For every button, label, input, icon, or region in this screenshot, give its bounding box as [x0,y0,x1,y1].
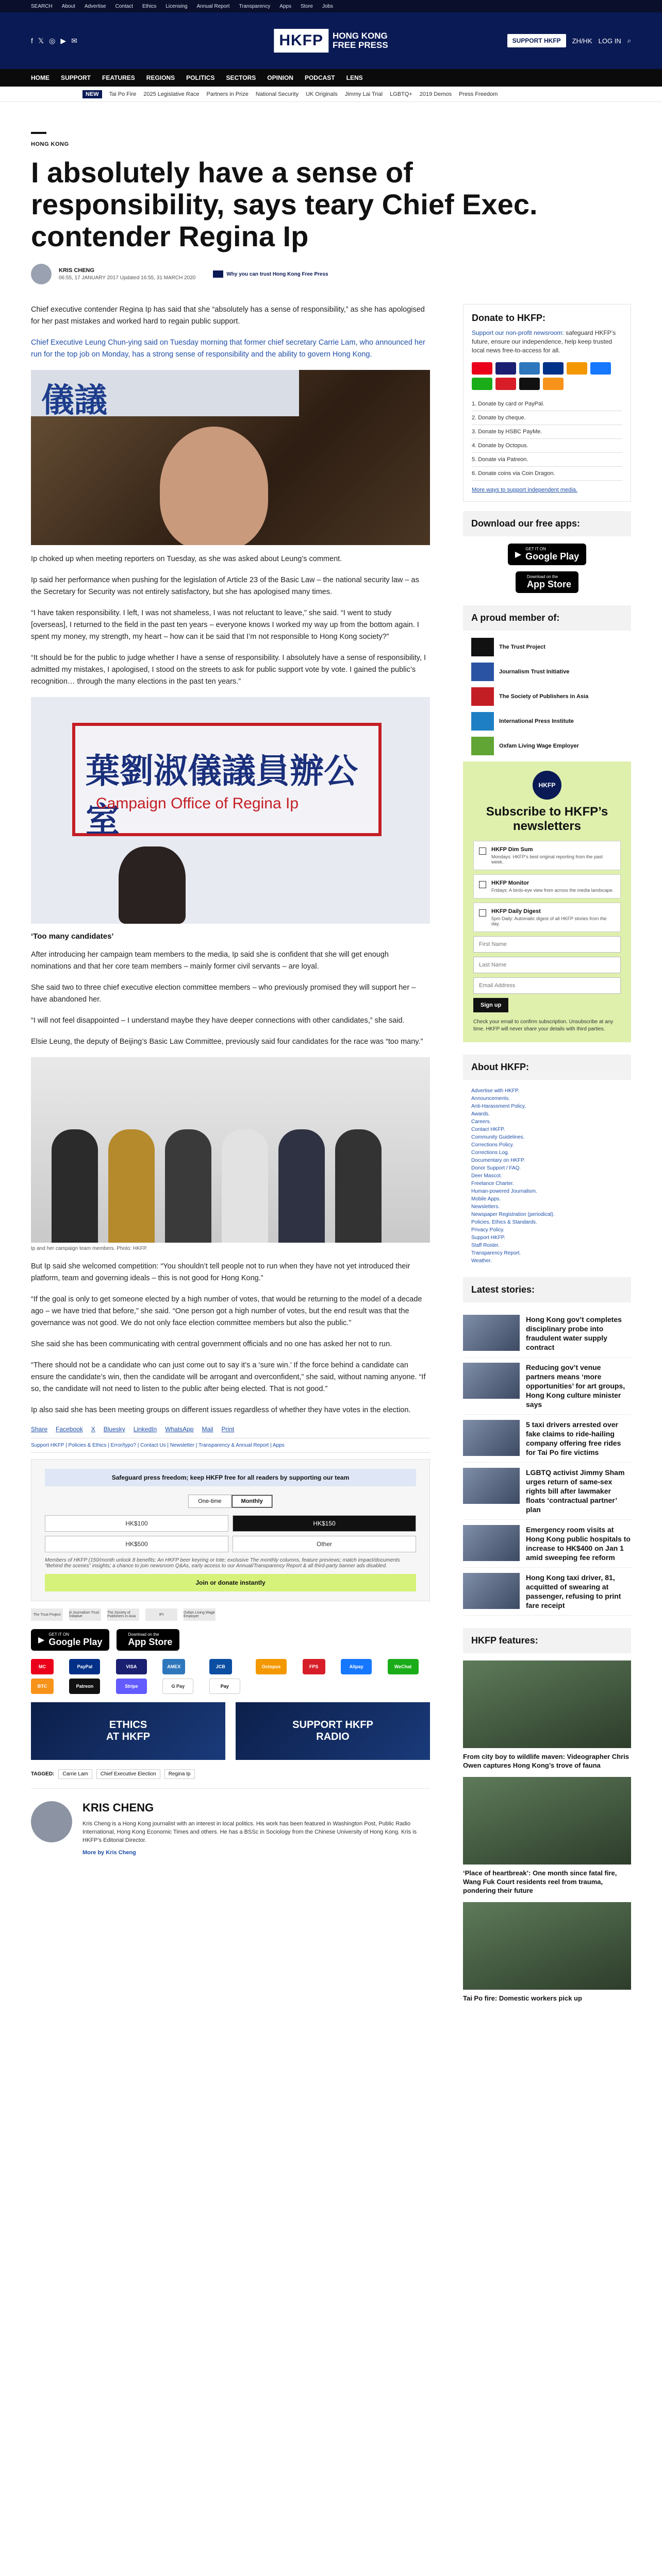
feature-title[interactable]: ‘Place of heartbreak’: One month since fatal fire, Wang Fuk Court residents reel from trauma, pondering their future [463,1869,617,1894]
trust-link[interactable] [213,270,328,278]
google-pay-icon: G Pay [162,1679,193,1694]
sidebar-donate-link[interactable]: Support our non-profit newsroom: [472,329,564,336]
bitcoin-icon: BTC [31,1679,54,1694]
search-icon[interactable]: ⌕ [627,37,631,44]
paragraph: “I have taken responsibility. I left, I was not shameless, I was not reluctant to leave,” she said. “I went to study [overseas], I returned to the field in the past ten years – everyone knows I worked my way up from the bottom again. I spent my money, my strength, my heart – how can it be said that I’m not responsible to Hong Kong society?” [31,609,419,641]
share-links [31,1426,430,1433]
feature-image[interactable] [463,1902,631,1990]
patreon-icon [519,378,540,390]
campaign-sign [72,723,382,840]
language-switch[interactable]: ZH/HK [572,37,592,45]
promo-banners [31,1702,430,1760]
story-thumbnail[interactable] [463,1468,520,1504]
author-bio: Kris Cheng is a Hong Kong journalist with an interest in local politics. His work has been featured in Washington Post, Public Radio International, Hong Kong Economic Times and others. He has a BSSc in Sociology from the Chinese University of Hong Kong. Kris is HKFP’s Editorial Director. [82,1821,417,1843]
google-play-icon: ▶ [515,550,522,559]
sidebar-donate-title: Donate to HKFP: [472,313,545,323]
first-name-field[interactable]: First Name [473,936,621,953]
topbar-licensing[interactable]: Licensing [166,3,188,9]
logo-line-2: FREE PRESS [332,40,388,50]
trust-project-logo[interactable]: The Trust Project [31,1608,63,1621]
one-time-option[interactable]: One-time [188,1495,231,1508]
story-title[interactable]: Hong Kong gov’t completes disciplinary probe into fraudulent water supply contract [526,1315,622,1351]
newsletter-name: HKFP Daily Digest [491,908,541,914]
support-radio-banner[interactable]: SUPPORT HKFP RADIO [236,1702,430,1760]
jcb-icon: JCB [209,1659,232,1674]
article-title: I absolutely have a sense of responsibility, says teary Chief Exec. contender Regina Ip [31,156,538,252]
logo-line-1: HONG KONG [332,31,388,41]
sidebar-about-title: About HKFP: [463,1055,631,1080]
site-logo[interactable] [274,29,388,53]
author-name[interactable]: KRIS CHENG [59,267,95,274]
header-actions [507,34,631,47]
newsletter-checkbox[interactable] [479,848,486,855]
feature-image[interactable] [463,1777,631,1865]
about-link[interactable]: Advertise with HKFP. [471,1088,520,1094]
paypal-icon: PayPal [69,1659,100,1674]
tag-regina-ip[interactable]: Regina Ip [164,1769,195,1779]
oxfam-icon [471,737,494,755]
donate-options [472,397,622,481]
jti-icon [471,663,494,681]
member-oxfam[interactable] [471,737,623,755]
nav-home[interactable]: HOME [31,74,49,81]
wechat-pay-icon [472,378,492,390]
alipay-icon: Alipay [341,1659,372,1674]
mail-icon[interactable]: ✉ [71,36,77,45]
feature-story[interactable] [463,1660,631,1770]
share-linkedin[interactable]: LinkedIn [133,1426,157,1433]
newsletter-option[interactable] [473,874,621,899]
topbar-jobs[interactable]: Jobs [322,3,334,9]
bitcoin-icon [543,378,564,390]
donate-option[interactable]: 6. Donate coins via Coin Dragon. [472,467,622,481]
photo-subject [119,846,186,924]
about-link[interactable]: Awards. [471,1111,490,1117]
trending-2019[interactable]: 2019 Demos [419,91,452,97]
utility-bar [0,0,662,12]
about-link[interactable]: Corrections Log. [471,1150,509,1156]
share-mail[interactable]: Mail [202,1426,213,1433]
trending-press-freedom[interactable]: Press Freedom [459,91,498,97]
fps-icon [495,378,516,390]
stripe-icon: Stripe [116,1679,147,1694]
topbar-apps[interactable]: Apps [279,3,291,9]
about-link[interactable]: Deer Mascot. [471,1173,502,1179]
trending-bar [0,87,662,102]
paragraph: “I will not feel disappointed – I understand maybe they have deeper connections with other candidates,” she said. [31,1016,405,1025]
more-ways-link[interactable]: More ways to support independent media. [472,487,577,493]
author-box-avatar [31,1801,72,1842]
author-box-text [82,1801,430,1856]
paragraph: After introducing her campaign team members to the media, Ip said she is confident that she will get enough nominations and that her core team members – mainly former civil servants – are loyal. [31,951,389,971]
youtube-icon[interactable]: ▶ [60,36,67,45]
badge-small-text: Download on the [526,574,558,579]
about-link[interactable]: Privacy Policy. [471,1227,505,1233]
about-links [463,1087,631,1265]
amex-icon [519,362,540,375]
sidebar-donate [463,304,631,502]
paragraph: Ip also said she has been meeting groups on different issues regardless of whether they have votes in the election. [31,1406,411,1414]
latest-story[interactable] [463,1568,631,1616]
donate-option[interactable]: 2. Donate by cheque. [472,411,622,425]
donate-option[interactable]: 4. Donate by Octopus. [472,439,622,453]
paragraph: Ip said her performance when pushing for the legislation of Article 23 of the Basic Law – the national security law – as the Secretary for Security was not entirely satisfactory, but she has apologised many times. [31,576,419,596]
topbar-contact[interactable]: Contact [115,3,133,9]
amount-option-other[interactable]: Other [233,1536,416,1552]
story-thumbnail[interactable] [463,1420,520,1456]
feature-title[interactable]: From city boy to wildlife maven: Videographer Chris Owen captures Hong Kong’s trove of fauna [463,1753,629,1769]
story-thumbnail[interactable] [463,1315,520,1351]
member-ipi[interactable] [471,712,623,731]
about-link[interactable]: Newspaper Registration (periodical). [471,1212,555,1217]
about-link[interactable]: Staff Roster. [471,1243,500,1248]
about-link[interactable]: Contact HKFP. [471,1127,505,1132]
sidebar-app-badges [463,544,631,593]
newsletter-signup [463,761,631,1042]
main-nav [0,69,662,87]
about-link[interactable]: Newsletters. [471,1204,500,1210]
author-avatar [31,264,52,284]
share-print[interactable]: Print [221,1426,235,1433]
donate-widget-title: Safeguard press freedom; keep HKFP free for all readers by supporting our team [45,1469,416,1486]
newsletter-desc: Fridays: A birds-eye view from across the media landscape. [491,888,614,893]
badge-big-text: Google Play [525,551,580,562]
feature-title[interactable]: Tai Po fire: Domestic workers pick up [463,1994,582,2002]
donate-widget [31,1459,430,1601]
trust-project-icon [471,638,494,656]
member-trust-project[interactable] [471,638,623,656]
photo-person [52,1129,98,1243]
about-link[interactable]: Anti-Harassment Policy. [471,1104,526,1109]
apple-pay-icon: Pay [209,1679,240,1694]
social-links [31,37,77,45]
badge-big-text: Google Play [48,1637,103,1647]
about-link[interactable]: Donor Support / FAQ. [471,1165,521,1171]
photo-person [278,1129,325,1243]
article-footer-links[interactable]: Support HKFP | Policies & Ethics | Error/typo? | Contact Us | Newsletter | Transparency & Annual Report | Apps [31,1438,430,1453]
about-link[interactable]: Announcements. [471,1096,510,1101]
sign-chinese: 葉劉淑儀議員辦公室 [86,751,358,840]
paragraph: Elsie Leung, the deputy of Beijing’s Basic Law Committee, previously said four candidates for the race was “too many.” [31,1038,423,1046]
newsletter-name: HKFP Dim Sum [491,846,533,853]
newsletter-checkbox[interactable] [479,909,486,917]
support-hkfp-button[interactable]: SUPPORT HKFP [507,34,566,47]
share-label: Share [31,1426,48,1433]
share-x[interactable]: X [91,1426,95,1433]
facebook-icon[interactable]: f [31,36,33,45]
nav-opinion[interactable]: OPINION [267,74,293,81]
octopus-icon: Octopus [256,1659,287,1674]
newsletter-name: HKFP Monitor [491,880,529,886]
member-label: The Society of Publishers in Asia [499,693,589,700]
share-bluesky[interactable]: Bluesky [103,1426,125,1433]
feature-story[interactable] [463,1777,631,1895]
about-link[interactable]: Transparency Report. [471,1250,521,1256]
story-thumbnail[interactable] [463,1525,520,1561]
newsletter-option[interactable] [473,841,621,870]
about-link[interactable]: Corrections Policy. [471,1142,514,1148]
share-facebook[interactable]: Facebook [56,1426,83,1433]
nav-sectors[interactable]: SECTORS [226,74,256,81]
about-link[interactable]: Human-powered Journalism. [471,1189,537,1194]
paragraph: She said two to three chief executive election committee members – who previously promised they will support her – have abandoned her. [31,984,416,1004]
photo-person [165,1129,211,1243]
visa-icon [495,362,516,375]
google-play-badge[interactable] [31,1629,109,1651]
latest-story[interactable] [463,1358,631,1415]
photo-person [222,1129,268,1243]
octopus-icon [567,362,587,375]
trending-national-security[interactable]: National Security [255,91,299,97]
mastercard-icon [472,362,492,375]
trending-tai-po-fire[interactable]: Tai Po Fire [109,91,137,97]
photo-person [108,1129,155,1243]
nav-podcast[interactable]: PODCAST [304,74,335,81]
login-link[interactable]: LOG IN [598,37,621,45]
latest-stories [463,1310,631,1616]
donate-option[interactable]: 5. Donate via Patreon. [472,453,622,467]
amount-option[interactable]: HK$500 [45,1536,228,1552]
page-layout [0,304,662,2010]
payment-methods [31,1659,430,1694]
sidebar-latest-title: Latest stories: [463,1277,631,1302]
feature-story[interactable] [463,1902,631,2003]
subheading: ‘Too many candidates’ [31,932,114,941]
about-link[interactable]: Community Guidelines. [471,1134,525,1140]
latest-story[interactable] [463,1520,631,1568]
sidebar-features-title: HKFP features: [463,1628,631,1653]
amount-option[interactable]: HK$100 [45,1515,228,1532]
share-whatsapp[interactable]: WhatsApp [165,1426,194,1433]
alipay-icon [590,362,611,375]
trending-uk[interactable]: UK Originals [305,91,338,97]
photo-banner: 儀議 [31,370,299,416]
nav-lens[interactable]: LENS [346,74,363,81]
newsletter-checkbox[interactable] [479,881,486,888]
x-icon[interactable]: 𝕏 [38,36,44,45]
oxfam-logo[interactable]: Oxfam Living Wage Employer [184,1608,216,1621]
join-button[interactable]: Join or donate instantly [45,1574,416,1591]
byline-text [59,267,195,281]
newsletter-option[interactable] [473,903,621,932]
story-title[interactable]: LGBTQ activist Jimmy Sham urges return of same-sex rights bill after lawmaker floats ‘contractual partner’ plan [526,1468,625,1514]
sign-english: Campaign Office of Regina Ip [96,795,299,812]
paragraph: But Ip said she welcomed competition: “You shouldn’t tell people not to run when they have not yet introduced their platform, team and governing ideals – this is not good for Hong Kong.” [31,1262,410,1282]
author-box [31,1801,430,1856]
new-badge: NEW [82,90,102,98]
sopa-icon [471,687,494,706]
tag-ce-election[interactable]: Chief Executive Election [96,1769,160,1779]
story-title[interactable]: Emergency room visits at Hong Kong public hospitals to increase to HK$400 on Jan 1 amid sweeping fee reform [526,1526,631,1562]
paypal-icon [543,362,564,375]
nav-regions[interactable]: REGIONS [146,74,175,81]
nav-politics[interactable]: POLITICS [186,74,215,81]
about-link[interactable]: Freelance Charter. [471,1181,514,1187]
photo-subject [160,427,268,545]
logo-mark: HKFP [274,29,328,53]
amex-icon: AMEX [162,1659,185,1674]
topbar-ethics[interactable]: Ethics [142,3,157,9]
member-sopa[interactable] [471,687,623,706]
sidebar [463,304,631,2010]
ipi-icon [471,712,494,731]
trending-jimmy-lai[interactable]: Jimmy Lai Trial [344,91,383,97]
sidebar-payment-icons [472,362,622,390]
newsletter-desc: 5pm Daily: Automatic digest of all HKFP stories from the day. [491,916,607,926]
story-thumbnail[interactable] [463,1363,520,1399]
topbar-about[interactable]: About [61,3,75,9]
latest-story[interactable] [463,1463,631,1520]
byline [31,264,631,284]
story-title[interactable]: 5 taxi drivers arrested over fake claims to ride-hailing company offering free rides for Tai Po fire victims [526,1420,621,1456]
paragraph-link[interactable]: Chief Executive Leung Chun-ying said on Tuesday morning that former chief secretary Carrie Lam, who announced her run for the top job on Monday, has a strong sense of responsibility and the ability to govern Hong Kong. [31,338,425,359]
topbar-annual-report[interactable]: Annual Report [196,3,230,9]
sopa-logo[interactable]: The Society of Publishers in Asia [107,1608,139,1621]
story-title[interactable]: Hong Kong taxi driver, 81, acquitted of swearing at passenger, refusing to print fare receipt [526,1573,621,1609]
email-field[interactable]: Email Address [473,977,621,994]
topbar-search[interactable]: SEARCH [31,3,53,9]
visa-icon: VISA [116,1659,147,1674]
badge-small-text: GET IT ON [48,1632,70,1637]
about-link[interactable]: Support HKFP. [471,1235,505,1241]
donate-option[interactable]: 1. Donate by card or PayPal. [472,397,622,411]
paragraph: She said she has been communicating with central government officials and no one has asked her not to run. [31,1340,392,1348]
nav-support[interactable]: SUPPORT [61,74,91,81]
instagram-icon[interactable]: ◎ [49,36,56,45]
section-rule [31,132,46,134]
about-link[interactable]: Policies, Ethics & Standards. [471,1219,537,1225]
member-label: International Press Institute [499,718,574,724]
frequency-toggle [45,1495,416,1508]
article-photo-ip [31,370,430,545]
latest-story[interactable] [463,1415,631,1463]
signup-button[interactable]: Sign up [473,998,508,1012]
topbar-store[interactable]: Store [301,3,313,9]
mastercard-icon: MC [31,1659,54,1674]
latest-story[interactable] [463,1310,631,1358]
badge-small-text: Download on the [128,1632,159,1637]
article-photo-campaign-office [31,697,430,924]
tagged-label: TAGGED: [31,1771,55,1777]
membership-note: Members of HKFP (150/month unlock 8 benefits: An HKFP beer keyring or tote; exclusive The monthly columns, feature previews; match impact/documents “Behind the scenes” insights; a chance to join newsroom Q&As, early access to our Annual/Transparency Report & all third-party banner ads disabled. [45,1557,400,1569]
more-by-author-link[interactable]: More by Kris Cheng [82,1850,136,1856]
sidebar-apps-title: Download our free apps: [463,511,631,536]
trending-partners[interactable]: Partners in Prize [206,91,249,97]
article-header [0,132,662,284]
trending-legco[interactable]: 2025 Legislative Race [143,91,200,97]
publish-date: 06:55, 17 JANUARY 2017 Updated 16:55, 31 MARCH 2020 [59,275,196,281]
photo-caption: Ip and her campaign team members. Photo: HKFP. [31,1246,148,1251]
member-jti[interactable] [471,663,623,681]
amount-option-selected[interactable]: HK$150 [233,1515,416,1532]
donate-option[interactable]: 3. Donate by HSBC PayMe. [472,425,622,439]
logo-text [333,31,388,50]
wechat-pay-icon: WeChat [388,1659,419,1674]
google-play-badge[interactable] [508,544,586,565]
trust-icon [213,270,223,278]
photo-person [335,1129,382,1243]
fps-icon: FPS [303,1659,325,1674]
member-label: The Trust Project [499,644,545,650]
author-box-name[interactable]: KRIS CHENG [82,1801,154,1814]
story-title[interactable]: Reducing gov’t venue partners means ‘more opportunities’ for art groups, Hong Kong culture minister says [526,1363,625,1409]
ipi-logo[interactable]: IPI [145,1608,177,1621]
monthly-option[interactable]: Monthly [231,1495,273,1508]
app-store-badge[interactable] [117,1629,179,1651]
nav-features[interactable]: FEATURES [102,74,135,81]
patreon-icon: Patreon [69,1679,100,1694]
tag-carrie-lam[interactable]: Carrie Lam [58,1769,92,1779]
about-link[interactable]: Mobile Apps. [471,1196,501,1202]
paragraph: Chief executive contender Regina Ip has said that she “absolutely has a sense of responsibility,” as she has apologised for her past mistakes and worked hard to regain public support. [31,306,425,326]
article-photo-team [31,1057,430,1243]
feature-image[interactable] [463,1660,631,1748]
trust-link-text: Why you can trust Hong Kong Free Press [226,271,328,277]
sidebar-donate-text [472,329,622,355]
badge-small-text: GET IT ON [525,547,546,551]
newsletter-note: Check your email to confirm subscription. Unsubscribe at any time. HKFP will never share your details with third parties. [473,1019,614,1032]
about-link[interactable]: Documentary on HKFP. [471,1158,525,1163]
tag-list [31,1769,430,1789]
app-store-badge[interactable] [516,571,578,593]
sidebar-donate-desc: safeguard HKFP’s future, ensure our independence, help keep trusted local news free-to-access for all. [472,329,616,354]
section-label[interactable]: HONG KONG [31,141,69,147]
ethics-banner[interactable]: ETHICS AT HKFP [31,1702,225,1760]
newsletter-title: Subscribe to HKFP’s newsletters [486,805,608,833]
paragraph: Ip choked up when meeting reporters on Tuesday, as she was asked about Leung’s comment. [31,555,342,563]
story-thumbnail[interactable] [463,1573,520,1609]
newsletter-desc: Mondays: HKFP’s best original reporting from the past week. [491,854,603,865]
badge-big-text: App Store [128,1637,173,1647]
about-link[interactable]: Careers. [471,1119,491,1125]
badge-big-text: App Store [526,579,571,589]
newsletter-logo: HKFP [533,771,561,800]
member-label: Oxfam Living Wage Employer [499,743,579,749]
google-play-icon: ▶ [38,1636,45,1645]
app-badges [31,1629,430,1651]
paragraph: “There should not be a candidate who can just come out to say it’s a ‘sure win.’ If the force behind a candidate can ensure the candidate’s win, then the candidate will be arrogant and overconfident,” she said, without naming anyone. “If so, the candidate will not need to listen to the public after being elected. That is not good.” [31,1361,426,1393]
topbar-transparency[interactable]: Transparency [239,3,271,9]
about-link[interactable]: Weather. [471,1258,492,1264]
amount-options [45,1515,416,1552]
paragraph: “If the goal is only to get someone elected by a high number of votes, that would be returning to the model of a decade ago – we have tried that before,” she said. “One person got a high number of votes, but the end result was that the governance was not good. We do not only face election committee members but also the public.” [31,1295,422,1327]
paragraph: “It should be for the public to judge whether I have a sense of responsibility. I absolutely have a sense of responsibility, I admitted my mistakes, I apologised, I stood on the streets to ask for public support vote by vote. I gained the public’s recognition… through the many elections in the past ten years.” [31,654,426,686]
trending-lgbtq[interactable]: LGBTQ+ [390,91,412,97]
trust-logos [31,1608,430,1621]
sidebar-proud-title: A proud member of: [463,605,631,631]
site-header [0,12,662,69]
member-label: Journalism Trust Initiative [499,669,570,675]
last-name-field[interactable]: Last Name [473,957,621,973]
topbar-advertise[interactable]: Advertise [84,3,106,9]
feature-stories [463,1660,631,2003]
jti-logo[interactable]: jti Journalism Trust Initiative [69,1608,101,1621]
article-body [31,304,430,2010]
